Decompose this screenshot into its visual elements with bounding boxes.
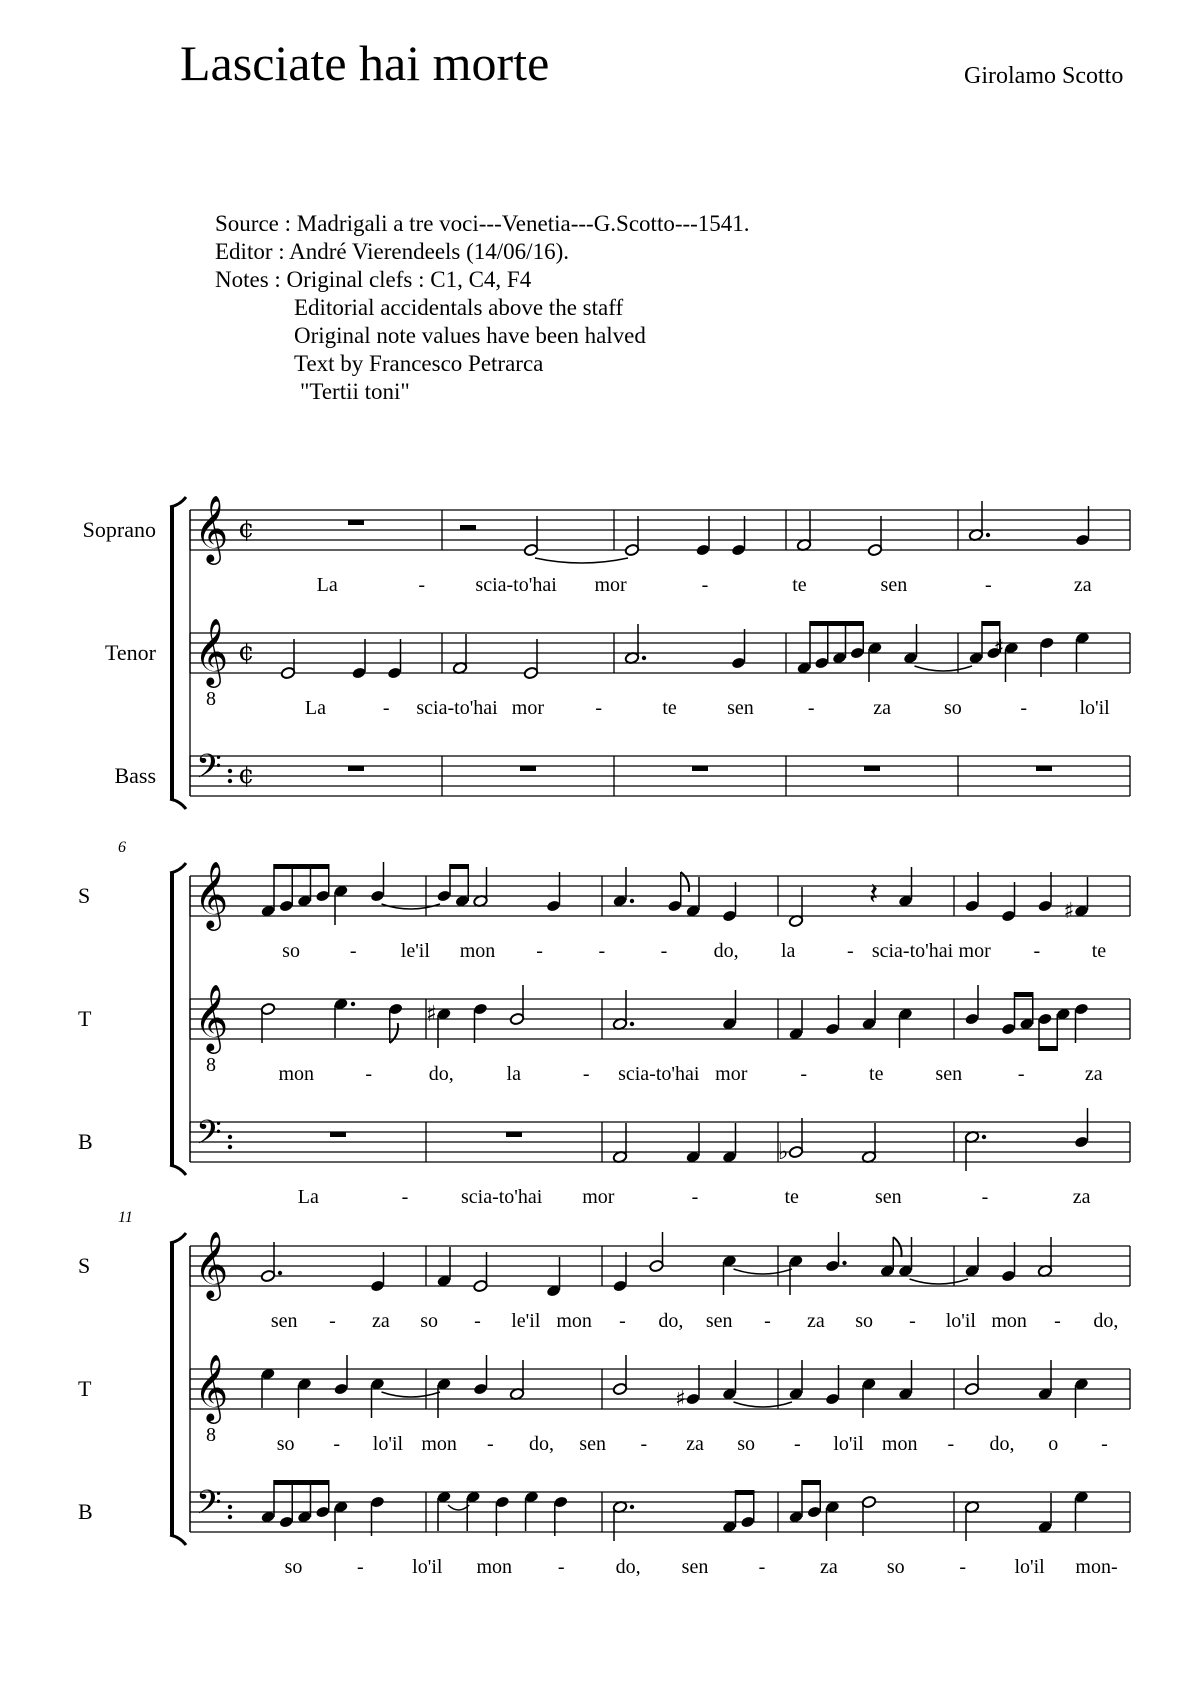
lyric-syllable: lo'il: [833, 1433, 864, 1455]
lyric-syllable: -: [619, 1310, 626, 1332]
lyric-syllable: -: [582, 1063, 590, 1085]
lyric-syllable: o: [1048, 1433, 1059, 1455]
lyric-syllable: -: [1017, 1063, 1025, 1085]
voice-label: T: [78, 1006, 92, 1031]
tie-arc: [734, 1269, 793, 1274]
eighth-beam: [1039, 1046, 1057, 1051]
lyric-syllable: -: [1020, 697, 1028, 719]
bracket-bottom-hook: [170, 1165, 186, 1175]
eighth-beam: [450, 864, 468, 869]
lyric-syllable: sen: [681, 1556, 709, 1578]
voice-label: Soprano: [82, 517, 156, 542]
lyric-syllable: sen: [270, 1310, 298, 1332]
lyric-syllable: -: [807, 697, 815, 719]
lyric-syllable: -: [401, 1186, 409, 1208]
whole-rest: [864, 766, 880, 771]
lyric-syllable: so: [855, 1310, 874, 1332]
lyric-syllable: do,: [1093, 1310, 1119, 1332]
treble-clef-icon: 𝄞: [194, 983, 229, 1051]
lyric-syllable: za: [819, 1556, 838, 1578]
lyric-syllable: -: [640, 1433, 648, 1455]
bass-clef-dot: [228, 769, 232, 773]
lyric-syllable: te: [1091, 940, 1107, 962]
lyric-syllable: mor: [582, 1186, 615, 1208]
lyric-syllable: -: [1033, 940, 1041, 962]
bass-clef-dot: [228, 779, 232, 783]
voice-label: T: [78, 1376, 92, 1401]
augmentation-dot: [278, 1271, 282, 1275]
voice-label: B: [78, 1129, 93, 1154]
bracket-top-hook: [170, 497, 186, 507]
treble-clef-icon: 𝄞: [194, 617, 229, 685]
bass-clef-dot: [228, 1505, 232, 1509]
lyric-syllable: -: [847, 940, 854, 962]
lyric-syllable: lo'il: [412, 1556, 443, 1578]
lyric-syllable: sen: [874, 1186, 902, 1208]
lyric-syllable: mon-: [1075, 1556, 1118, 1578]
lyric-syllable: so: [737, 1433, 756, 1455]
tie-arc: [915, 666, 973, 671]
lyric-syllable: lo'il: [1014, 1556, 1045, 1578]
augmentation-dot: [986, 533, 990, 537]
augmentation-dot: [982, 1135, 986, 1139]
tie-arc: [734, 1402, 793, 1407]
lyric-syllable: -: [959, 1556, 967, 1578]
whole-rest: [348, 766, 364, 771]
lyric-syllable: -: [333, 1433, 341, 1455]
treble-clef-icon: 𝄞: [194, 1230, 229, 1298]
lyric-syllable: La: [304, 697, 326, 719]
system-bracket: [170, 873, 174, 1165]
flat-icon: ♭: [778, 1140, 789, 1165]
sharp-icon: ♯: [1063, 899, 1075, 924]
lyric-syllable: scia-to'hai: [460, 1186, 543, 1208]
lyric-syllable: so: [276, 1433, 295, 1455]
lyric-syllable: la: [506, 1063, 521, 1085]
lyric-syllable: -: [800, 1063, 808, 1085]
lyric-syllable: -: [349, 940, 357, 962]
lyric-syllable: sen: [705, 1310, 733, 1332]
octave-eight-label: 8: [206, 1424, 216, 1446]
lyric-syllable: la: [780, 940, 796, 962]
lyric-syllable: do,: [528, 1433, 554, 1455]
lyric-syllable: -: [660, 940, 668, 962]
eighth-beam: [982, 621, 1000, 626]
note-values-line: Original note values have been halved: [294, 323, 646, 348]
lyric-syllable: mon: [278, 1063, 315, 1085]
lyric-syllable: te: [869, 1063, 884, 1085]
lyric-syllable: so: [420, 1310, 439, 1332]
lyric-syllable: mon: [991, 1310, 1027, 1332]
text-author-line: Text by Francesco Petrarca: [294, 351, 544, 376]
lyric-syllable: mor: [594, 574, 627, 596]
lyric-syllable: mon: [459, 940, 496, 962]
lyric-syllable: za: [371, 1310, 390, 1332]
lyric-syllable: do,: [615, 1556, 641, 1578]
note-flag: [681, 872, 689, 892]
lyric-syllable: -: [536, 940, 543, 962]
whole-rest: [692, 766, 708, 771]
whole-rest: [506, 1132, 522, 1137]
bass-clef-icon: 𝄢: [196, 748, 222, 794]
lyric-syllable: mor: [715, 1063, 748, 1085]
lyric-syllable: -: [365, 1063, 373, 1085]
lyric-syllable: -: [1101, 1433, 1108, 1455]
lyric-syllable: so: [282, 940, 300, 962]
lyric-syllable: za: [1084, 1063, 1103, 1085]
lyric-syllable: La: [297, 1186, 319, 1208]
lyric-syllable: -: [418, 574, 426, 596]
eighth-beam: [802, 1480, 820, 1485]
lyric-syllable: scia-to'hai: [416, 697, 498, 719]
system-bracket: [170, 507, 174, 799]
voice-label: S: [78, 1253, 91, 1278]
time-signature: ¢: [238, 637, 255, 667]
editorial-accidentals-line: Editorial accidentals above the staff: [294, 295, 624, 320]
sharp-icon: ♯: [426, 1002, 437, 1027]
lyric-syllable: mon: [421, 1433, 457, 1455]
notes-line: Notes : Original clefs : C1, C4, F4: [215, 267, 532, 292]
lyric-syllable: mor: [511, 697, 545, 719]
lyric-syllable: do,: [989, 1433, 1015, 1455]
sharp-icon: ♯: [675, 1387, 686, 1412]
bass-clef-dot: [228, 1515, 232, 1519]
source-line: Source : Madrigali a tre voci---Venetia---G.Scotto---1541.: [215, 211, 750, 236]
lyric-syllable: -: [557, 1556, 565, 1578]
note-flag: [893, 1237, 901, 1257]
measure-number: 11: [118, 1209, 133, 1226]
editor-line: Editor : André Vierendeels (14/06/16).: [215, 239, 569, 264]
tie-arc: [382, 1392, 441, 1397]
augmentation-dot: [351, 1002, 355, 1006]
whole-rest: [348, 520, 364, 525]
lyric-syllable: sen: [727, 697, 754, 719]
lyric-syllable: La: [316, 574, 338, 596]
bracket-top-hook: [170, 863, 186, 873]
bass-clef-icon: 𝄢: [196, 1114, 222, 1160]
lyric-syllable: mon: [881, 1433, 918, 1455]
tie-arc: [448, 1505, 469, 1510]
bass-clef-dot: [228, 1135, 232, 1139]
voice-label: Tenor: [105, 640, 156, 665]
lyric-syllable: te: [792, 574, 807, 596]
lyric-syllable: za: [806, 1310, 825, 1332]
time-signature: ¢: [238, 760, 255, 790]
composer-name: Girolamo Scotto: [964, 63, 1124, 89]
voice-label: Bass: [114, 763, 156, 788]
treble-clef-icon: 𝄞: [194, 860, 229, 928]
eighth-beam: [1015, 992, 1033, 997]
lyric-syllable: scia-to'hai: [475, 574, 557, 596]
tie-arc: [535, 558, 628, 563]
lyric-syllable: le'il: [511, 1310, 541, 1332]
augmentation-dot: [642, 656, 646, 660]
eighth-beam: [274, 864, 329, 869]
lyric-syllable: -: [357, 1556, 364, 1578]
lyric-syllable: do,: [713, 940, 739, 962]
system-bracket: [170, 1243, 174, 1535]
treble-clef-icon: 𝄞: [194, 494, 229, 562]
lyric-syllable: te: [662, 697, 677, 719]
octave-eight-label: 8: [206, 1054, 216, 1076]
tie-arc: [910, 1279, 969, 1284]
measure-number: 6: [118, 839, 126, 856]
eighth-beam: [736, 1490, 754, 1495]
lyric-syllable: so: [944, 697, 962, 719]
lyric-syllable: lo'il: [1079, 697, 1110, 719]
eighth-beam: [274, 1480, 329, 1485]
lyric-syllable: -: [595, 697, 603, 719]
lyric-syllable: lo'il: [372, 1433, 404, 1455]
lyric-syllable: le'il: [400, 940, 430, 962]
lyric-syllable: -: [1054, 1310, 1061, 1332]
bracket-bottom-hook: [170, 1535, 186, 1545]
lyric-syllable: sen: [880, 574, 908, 596]
lyric-syllable: -: [984, 574, 992, 596]
lyric-syllable: -: [474, 1310, 481, 1332]
lyric-syllable: do,: [428, 1063, 454, 1085]
lyric-syllable: -: [486, 1433, 494, 1455]
piece-title: Lasciate hai morte: [180, 35, 550, 91]
voice-label: S: [78, 883, 91, 908]
lyric-syllable: te: [784, 1186, 799, 1208]
eighth-beam: [810, 621, 863, 626]
lyric-syllable: -: [758, 1556, 766, 1578]
lyric-syllable: -: [947, 1433, 955, 1455]
lyric-syllable: za: [686, 1433, 704, 1455]
sharp-icon: ♯: [993, 636, 1005, 661]
lyric-syllable: mon: [556, 1310, 592, 1332]
time-signature: ¢: [238, 514, 255, 544]
octave-eight-label: 8: [206, 688, 216, 710]
note-flag: [390, 1023, 398, 1043]
lyric-syllable: -: [794, 1433, 801, 1455]
mode-line: "Tertii toni": [300, 379, 410, 404]
augmentation-dot: [630, 1505, 634, 1509]
lyric-syllable: sen: [579, 1433, 606, 1455]
lyric-syllable: -: [909, 1310, 916, 1332]
lyric-syllable: -: [701, 574, 709, 596]
treble-clef-icon: 𝄞: [194, 1353, 229, 1421]
augmentation-dot: [630, 899, 634, 903]
half-rest: [460, 525, 476, 530]
lyric-syllable: mon: [476, 1556, 513, 1578]
lyric-syllable: do,: [658, 1310, 684, 1332]
lyric-syllable: -: [329, 1310, 336, 1332]
quarter-rest-icon: 𝄽: [869, 877, 879, 912]
lyric-syllable: mor: [958, 940, 991, 962]
lyric-syllable: za: [1072, 1186, 1091, 1208]
lyric-syllable: -: [691, 1186, 699, 1208]
lyric-syllable: -: [598, 940, 606, 962]
lyric-syllable: -: [981, 1186, 989, 1208]
bass-clef-icon: 𝄢: [196, 1484, 222, 1530]
lyric-syllable: scia-to'hai: [871, 940, 954, 962]
lyric-syllable: -: [764, 1310, 771, 1332]
lyric-syllable: lo'il: [945, 1310, 976, 1332]
augmentation-dot: [630, 1022, 634, 1026]
lyric-syllable: sen: [935, 1063, 963, 1085]
whole-rest: [330, 1132, 346, 1137]
lyric-syllable: -: [382, 697, 390, 719]
lyric-syllable: so: [284, 1556, 303, 1578]
lyric-syllable: za: [1073, 574, 1092, 596]
whole-rest: [520, 766, 536, 771]
lyric-syllable: so: [886, 1556, 905, 1578]
bass-clef-dot: [228, 1145, 232, 1149]
voice-label: B: [78, 1499, 93, 1524]
augmentation-dot: [842, 1261, 846, 1265]
whole-rest: [1036, 766, 1052, 771]
lyric-syllable: scia-to'hai: [618, 1063, 700, 1085]
lyric-syllable: za: [873, 697, 891, 719]
bracket-bottom-hook: [170, 799, 186, 809]
bracket-top-hook: [170, 1233, 186, 1243]
